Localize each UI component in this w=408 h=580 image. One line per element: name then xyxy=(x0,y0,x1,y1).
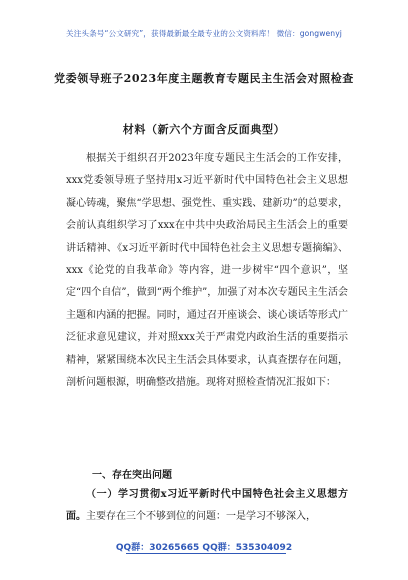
footer-underline xyxy=(126,553,286,554)
subsection-text: 主要存在三个不够到位的问题：一是学习不够深入， xyxy=(86,511,316,523)
intro-paragraph: 根据关于组织召开2023年度专题民主生活会的工作安排，xxx党委领导班子坚持用x习近平新时代中国特色社会主义思想凝心铸魂，聚焦“学思想、强党性、重实践、建新功”的总要求，会前认真组织学习了xxx在中共中央政治局民主生活会上的重要讲话精神、《x习近平新时代中国特色社会主义思想专题摘编》、xxx《论党的自我革命》等内容，进一步树牢“四个意识”，坚定“四个自信”，做到“两个维护”，加强了对本次专题民主生活会主题和内涵的把握。同时，通过召开座谈会、谈心谈话等形式广泛征求意见建议，并对照xxx关于严肃党内政治生活的重要指示精神，紧紧围绕本次民主生活会具体要求，认真查摆存在问题，剖析问题根源，明确整改措施。现将对照检查情况汇报如下： xyxy=(66,153,348,389)
subsection-heading: （一）学习贯彻x习近平新时代中国特色社会主义思想方面。 xyxy=(66,489,348,523)
document-title-line-2: 材料（新六个方面含反面典型） xyxy=(122,123,286,136)
section-heading: 一、存在突出问题 xyxy=(92,470,172,481)
footer-contacts: QQ群：30265665 QQ群：535304092 xyxy=(115,543,293,553)
header-promo-text: 关注头条号“公文研究”，获得最新最全最专业的公文资料库！ 微信：gongwenyj xyxy=(66,29,342,38)
document-title-line-1: 党委领导班子2023年度主题教育专题民主生活会对照检查 xyxy=(54,72,354,85)
subsection-paragraph xyxy=(66,484,348,529)
